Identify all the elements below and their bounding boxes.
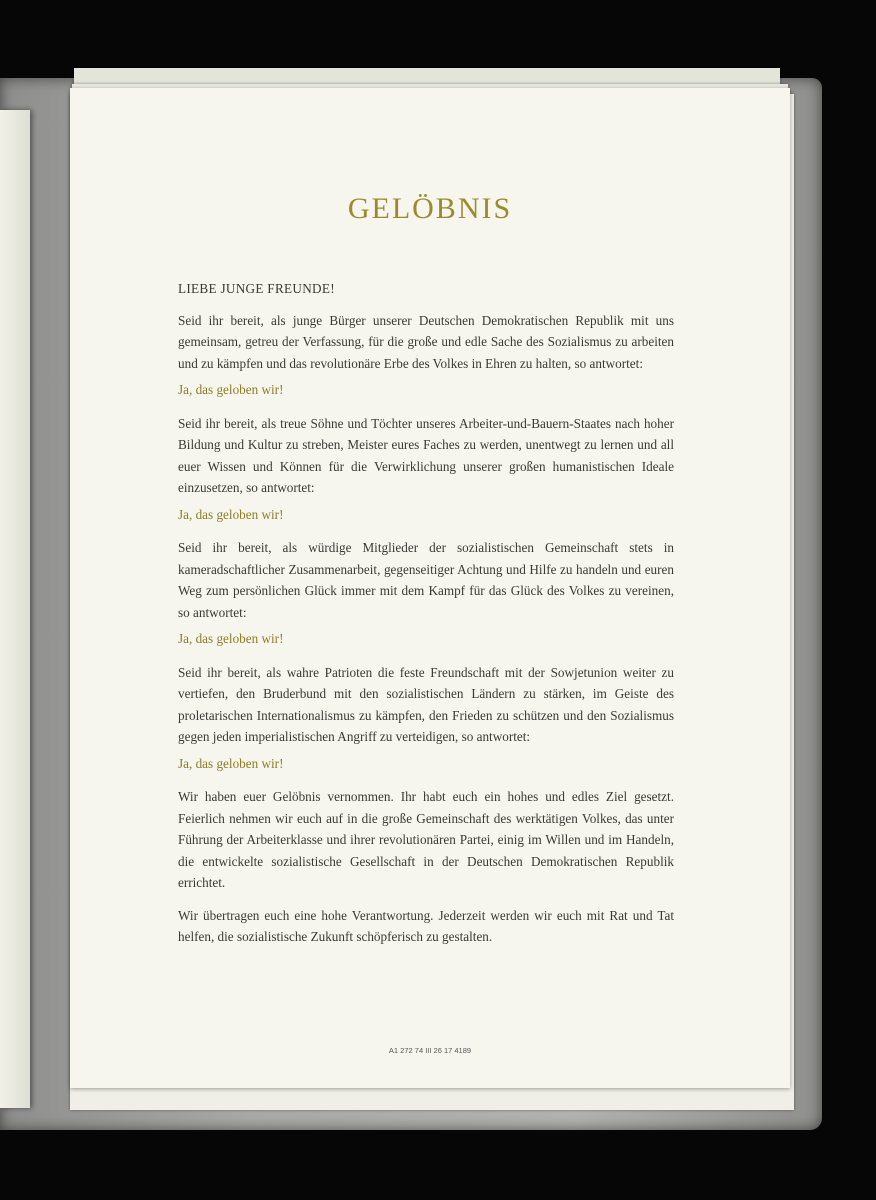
document-title: GELÖBNIS <box>347 192 513 225</box>
closing-paragraph-2: Wir übertragen euch eine hohe Verantwortung. Jederzeit werden wir euch mit Rat und Tat helfen, die sozialistische Zukunft schöpferisch zu gestalten. <box>178 907 674 944</box>
closing-paragraph-1: Wir haben euer Gelöbnis vernommen. Ihr habt euch ein hohes und edles Ziel gesetzt. Feierlich nehmen wir euch auf in die große Gemeinschaft des werktätigen Volkes, das unter Führung der Arbeiterklasse und ihrer revolutionären Partei, einig im Willen und im Handeln, die entwickelte sozialistische Gesellschaft in der Deutschen Demokratischen Republik errichtet. <box>178 789 674 890</box>
left-page-edge <box>0 110 30 1108</box>
pledge-question-2: Seid ihr bereit, als treue Söhne und Töchter unseres Arbeiter-und-Bauern-Staates nach hoher Bildung und Kultur zu streben, Meister eures Faches zu werden, unentwegt zu lernen und all euer Wissen und Können für die Verwirklichung unserer großen humanistischen Ideale einzusetzen, so antwortet: <box>178 415 674 495</box>
pledge-response-4: Ja, das geloben wir! <box>178 755 284 771</box>
document-sheet <box>70 88 790 1088</box>
pledge-question-4: Seid ihr bereit, als wahre Patrioten die feste Freundschaft mit der Sowjetunion weiter zu vertiefen, den Bruderbund mit den sozialistischen Ländern zu stärken, im Geiste des proletarischen Internationalismus zu kämpfen, den Frieden zu schützen und den Sozialismus gegen jeden imperialistischen Angriff zu verteidigen, so antwortet: <box>178 664 674 744</box>
salutation: LIEBE JUNGE FREUNDE! <box>178 281 335 296</box>
pledge-response-2: Ja, das geloben wir! <box>178 506 284 522</box>
document-body <box>178 278 674 959</box>
pledge-question-3: Seid ihr bereit, als würdige Mitglieder der sozialistischen Gemeinschaft stets in kameradschaftlicher Zusammenarbeit, gegenseitiger Achtung und Hilfe zu handeln und euren Weg zum persönlichen Glück immer mit dem Kampf für das Glück des Volkes zu vereinen, so antwortet: <box>178 540 674 620</box>
pledge-response-1: Ja, das geloben wir! <box>178 382 284 397</box>
print-code: A1 272 74 III 26 17 4189 <box>388 1046 472 1055</box>
pledge-question-1: Seid ihr bereit, als junge Bürger unserer Deutschen Demokratischen Republik mit uns gemeinsam, getreu der Verfassung, für die große und edle Sache des Sozialismus zu arbeiten und zu kämpfen und das revolutionäre Erbe des Volkes in Ehren zu halten, so antwortet: <box>178 312 674 371</box>
pledge-response-3: Ja, das geloben wir! <box>178 631 284 646</box>
